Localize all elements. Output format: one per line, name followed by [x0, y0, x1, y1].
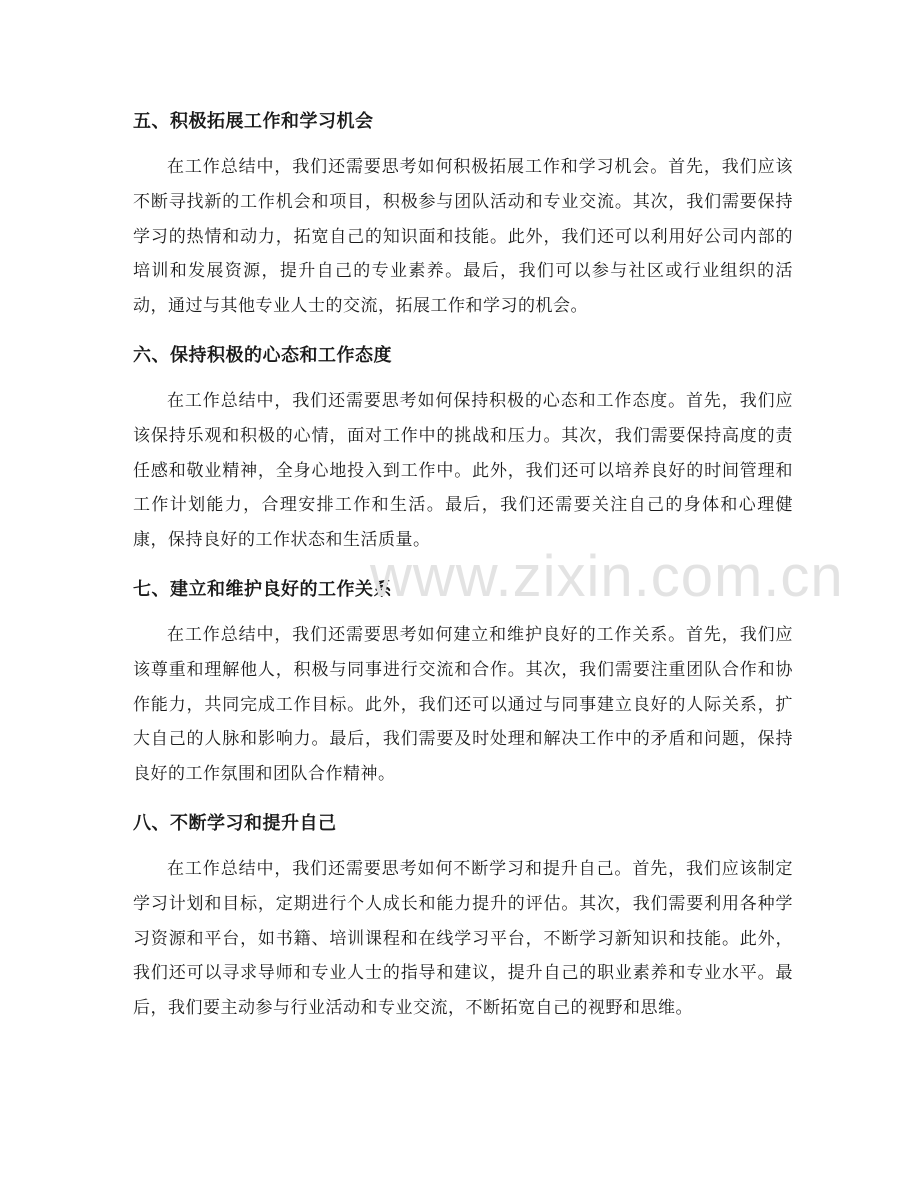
section-body-6: 在工作总结中，我们还需要思考如何保持积极的心态和工作态度。首先，我们应该保持乐观和积极的心情，面对工作中的挑战和压力。其次，我们需要保持高度的责任感和敬业精神，全身心地投入到工作中。此外，我们还可以培养良好的时间管理和工作计划能力，合理安排工作和生活。最后，我们还需要关注自己的身体和心理健康，保持良好的工作状态和生活质量。	[133, 390, 793, 551]
section-body-8: 在工作总结中，我们还需要思考如何不断学习和提升自己。首先，我们应该制定学习计划和目标，定期进行个人成长和能力提升的评估。其次，我们需要利用各种学习资源和平台，如书籍、培训课程和在线学习平台，不断学习新知识和技能。此外，我们还可以寻求导师和专业人士的指导和建议，提升自己的职业素养和专业水平。最后，我们要主动参与行业活动和专业交流，不断拓宽自己的视野和思维。	[133, 858, 793, 1019]
section-body-5: 在工作总结中，我们还需要思考如何积极拓展工作和学习机会。首先，我们应该不断寻找新的工作机会和项目，积极参与团队活动和专业交流。其次，我们需要保持学习的热情和动力，拓宽自己的知识面和技能。此外，我们还可以利用好公司内部的培训和发展资源，提升自己的专业素养。最后，我们可以参与社区或行业组织的活动，通过与其他专业人士的交流，拓展工作和学习的机会。	[133, 157, 793, 317]
section-body-7: 在工作总结中，我们还需要思考如何建立和维护良好的工作关系。首先，我们应该尊重和理解他人，积极与同事进行交流和合作。其次，我们需要注重团队合作和协作能力，共同完成工作目标。此外，我们还可以通过与同事建立良好的人际关系，扩大自己的人脉和影响力。最后，我们需要及时处理和解决工作中的矛盾和问题，保持良好的工作氛围和团队合作精神。	[133, 624, 793, 785]
document-content	[133, 104, 793, 1040]
watermark: www.zixin.com.cn	[370, 544, 844, 609]
section-heading-8: 八、不断学习和提升自己	[133, 812, 337, 834]
section-heading-5: 五、积极拓展工作和学习机会	[133, 111, 374, 132]
section-heading-6: 六、保持积极的心态和工作态度	[133, 344, 392, 366]
section-heading-7: 七、建立和维护良好的工作关系	[133, 578, 392, 600]
